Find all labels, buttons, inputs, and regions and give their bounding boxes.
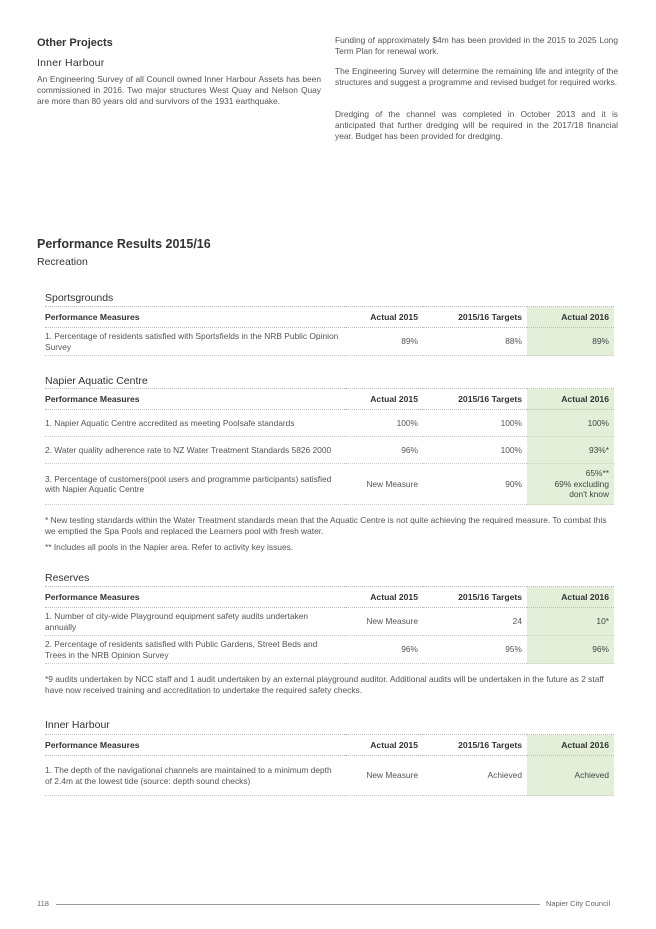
- inner-harbour-paragraph: An Engineering Survey of all Council owned Inner Harbour Assets has been commissioned in 2016. Two major structures West Quay and Nelson Quay are more than 80 years old and survivors of the 1931 earthquake.: [37, 74, 321, 107]
- table-header-row: [45, 307, 614, 328]
- reserves-table: [45, 586, 614, 664]
- col-actual-2015: Actual 2015: [345, 307, 423, 328]
- col-performance-measures: Performance Measures: [45, 307, 345, 328]
- actual-2015-cell: 89%: [345, 328, 423, 356]
- measure-cell: 1. The depth of the navigational channels are maintained to a minimum depth of 2.4m at the lowest tide (source: depth sound checks): [45, 756, 345, 796]
- target-cell: 100%: [423, 410, 527, 437]
- actual-2015-cell: 100%: [345, 410, 423, 437]
- col-performance-measures: Performance Measures: [45, 735, 345, 756]
- performance-results-title: Performance Results 2015/16: [37, 237, 211, 251]
- col-targets: 2015/16 Targets: [423, 307, 527, 328]
- col-actual-2016: Actual 2016: [527, 587, 614, 608]
- table-row: [45, 437, 614, 464]
- table-row: [45, 328, 614, 356]
- measure-cell: 1. Napier Aquatic Centre accredited as meeting Poolsafe standards: [45, 410, 345, 437]
- col-actual-2016: Actual 2016: [527, 389, 614, 410]
- actual-2016-cell: Achieved: [527, 756, 614, 796]
- aquatic-centre-table: [45, 388, 614, 505]
- actual-2016-cell: [527, 464, 614, 505]
- actual-2016-line: 65%**: [585, 468, 609, 479]
- col-actual-2015: Actual 2015: [345, 587, 423, 608]
- col-actual-2015: Actual 2015: [345, 389, 423, 410]
- actual-2015-cell: New Measure: [345, 608, 423, 636]
- actual-2016-cell: 10*: [527, 608, 614, 636]
- col-targets: 2015/16 Targets: [423, 587, 527, 608]
- sportsgrounds-table: [45, 306, 614, 356]
- target-cell: 90%: [423, 464, 527, 505]
- reserves-footnote: *9 audits undertaken by NCC staff and 1 audit undertaken by an external playground auditor. Additional audits will be undertaken in the future as 2 staff have now received training and accreditation to undertake the required safety checks.: [45, 674, 604, 695]
- aquatic-footnote-2: ** Includes all pools in the Napier area. Refer to activity key issues.: [45, 542, 294, 552]
- target-cell: 88%: [423, 328, 527, 356]
- other-projects-heading: Other Projects: [37, 37, 113, 49]
- actual-2016-cell: 89%: [527, 328, 614, 356]
- actual-2015-cell: 96%: [345, 437, 423, 464]
- table-row: [45, 608, 614, 636]
- measure-cell: 2. Percentage of residents satisfied with Public Gardens, Street Beds and Trees in the NRB Opinion Survey: [45, 636, 345, 664]
- col-actual-2016: Actual 2016: [527, 307, 614, 328]
- actual-2015-cell: 96%: [345, 636, 423, 664]
- table-header-row: [45, 735, 614, 756]
- table-header-row: [45, 587, 614, 608]
- actual-2016-cell: 96%: [527, 636, 614, 664]
- footer-organisation: Napier City Council: [546, 899, 611, 908]
- table-row: [45, 410, 614, 437]
- footer-divider: [56, 904, 540, 905]
- col-performance-measures: Performance Measures: [45, 389, 345, 410]
- actual-2016-cell: 100%: [527, 410, 614, 437]
- target-cell: 24: [423, 608, 527, 636]
- measure-cell: 1. Percentage of residents satisfied with Sportsfields in the NRB Public Opinion Survey: [45, 328, 345, 356]
- actual-2015-cell: New Measure: [345, 464, 423, 505]
- engineering-survey-paragraph: The Engineering Survey will determine the remaining life and integrity of the structures and suggest a programme and revised budget for required works.: [335, 66, 618, 88]
- table-row: [45, 464, 614, 505]
- inner-harbour-subheading: Inner Harbour: [37, 57, 105, 69]
- col-targets: 2015/16 Targets: [423, 389, 527, 410]
- col-performance-measures: Performance Measures: [45, 587, 345, 608]
- measure-cell: 1. Number of city-wide Playground equipment safety audits undertaken annually: [45, 608, 345, 636]
- measure-cell: 3. Percentage of customers(pool users and programme participants) satisfied with Napier Aquatic Centre: [45, 464, 345, 505]
- target-cell: 100%: [423, 437, 527, 464]
- actual-2015-cell: New Measure: [345, 756, 423, 796]
- inner-harbour-title: Inner Harbour: [45, 719, 110, 731]
- target-cell: Achieved: [423, 756, 527, 796]
- recreation-subtitle: Recreation: [37, 256, 88, 268]
- table-row: [45, 756, 614, 796]
- actual-2016-cell: 93%*: [527, 437, 614, 464]
- inner-harbour-table: [45, 734, 614, 796]
- aquatic-centre-title: Napier Aquatic Centre: [45, 375, 148, 387]
- reserves-title: Reserves: [45, 572, 90, 584]
- actual-2016-line: don't know: [569, 489, 609, 500]
- footer-page-number: 118: [37, 899, 49, 908]
- col-actual-2015: Actual 2015: [345, 735, 423, 756]
- aquatic-footnote-1: * New testing standards within the Water Treatment standards mean that the Aquatic Centre is not quite achieving the required measure. To combat this we emptied the Spa Pools and replaced the Learners pool with fresh water.: [45, 515, 607, 536]
- col-actual-2016: Actual 2016: [527, 735, 614, 756]
- actual-2016-line: 69% excluding: [554, 478, 609, 489]
- measure-cell: 2. Water quality adherence rate to NZ Water Treatment Standards 5826 2000: [45, 437, 345, 464]
- dredging-paragraph: Dredging of the channel was completed in October 2013 and it is anticipated that further dredging will be required in the 2017/18 financial year. Budget has been provided for dredging.: [335, 109, 618, 142]
- table-header-row: [45, 389, 614, 410]
- target-cell: 95%: [423, 636, 527, 664]
- sportsgrounds-title: Sportsgrounds: [45, 292, 114, 304]
- table-row: [45, 636, 614, 664]
- funding-paragraph: Funding of approximately $4m has been provided in the 2015 to 2025 Long Term Plan for renewal work.: [335, 35, 618, 57]
- col-targets: 2015/16 Targets: [423, 735, 527, 756]
